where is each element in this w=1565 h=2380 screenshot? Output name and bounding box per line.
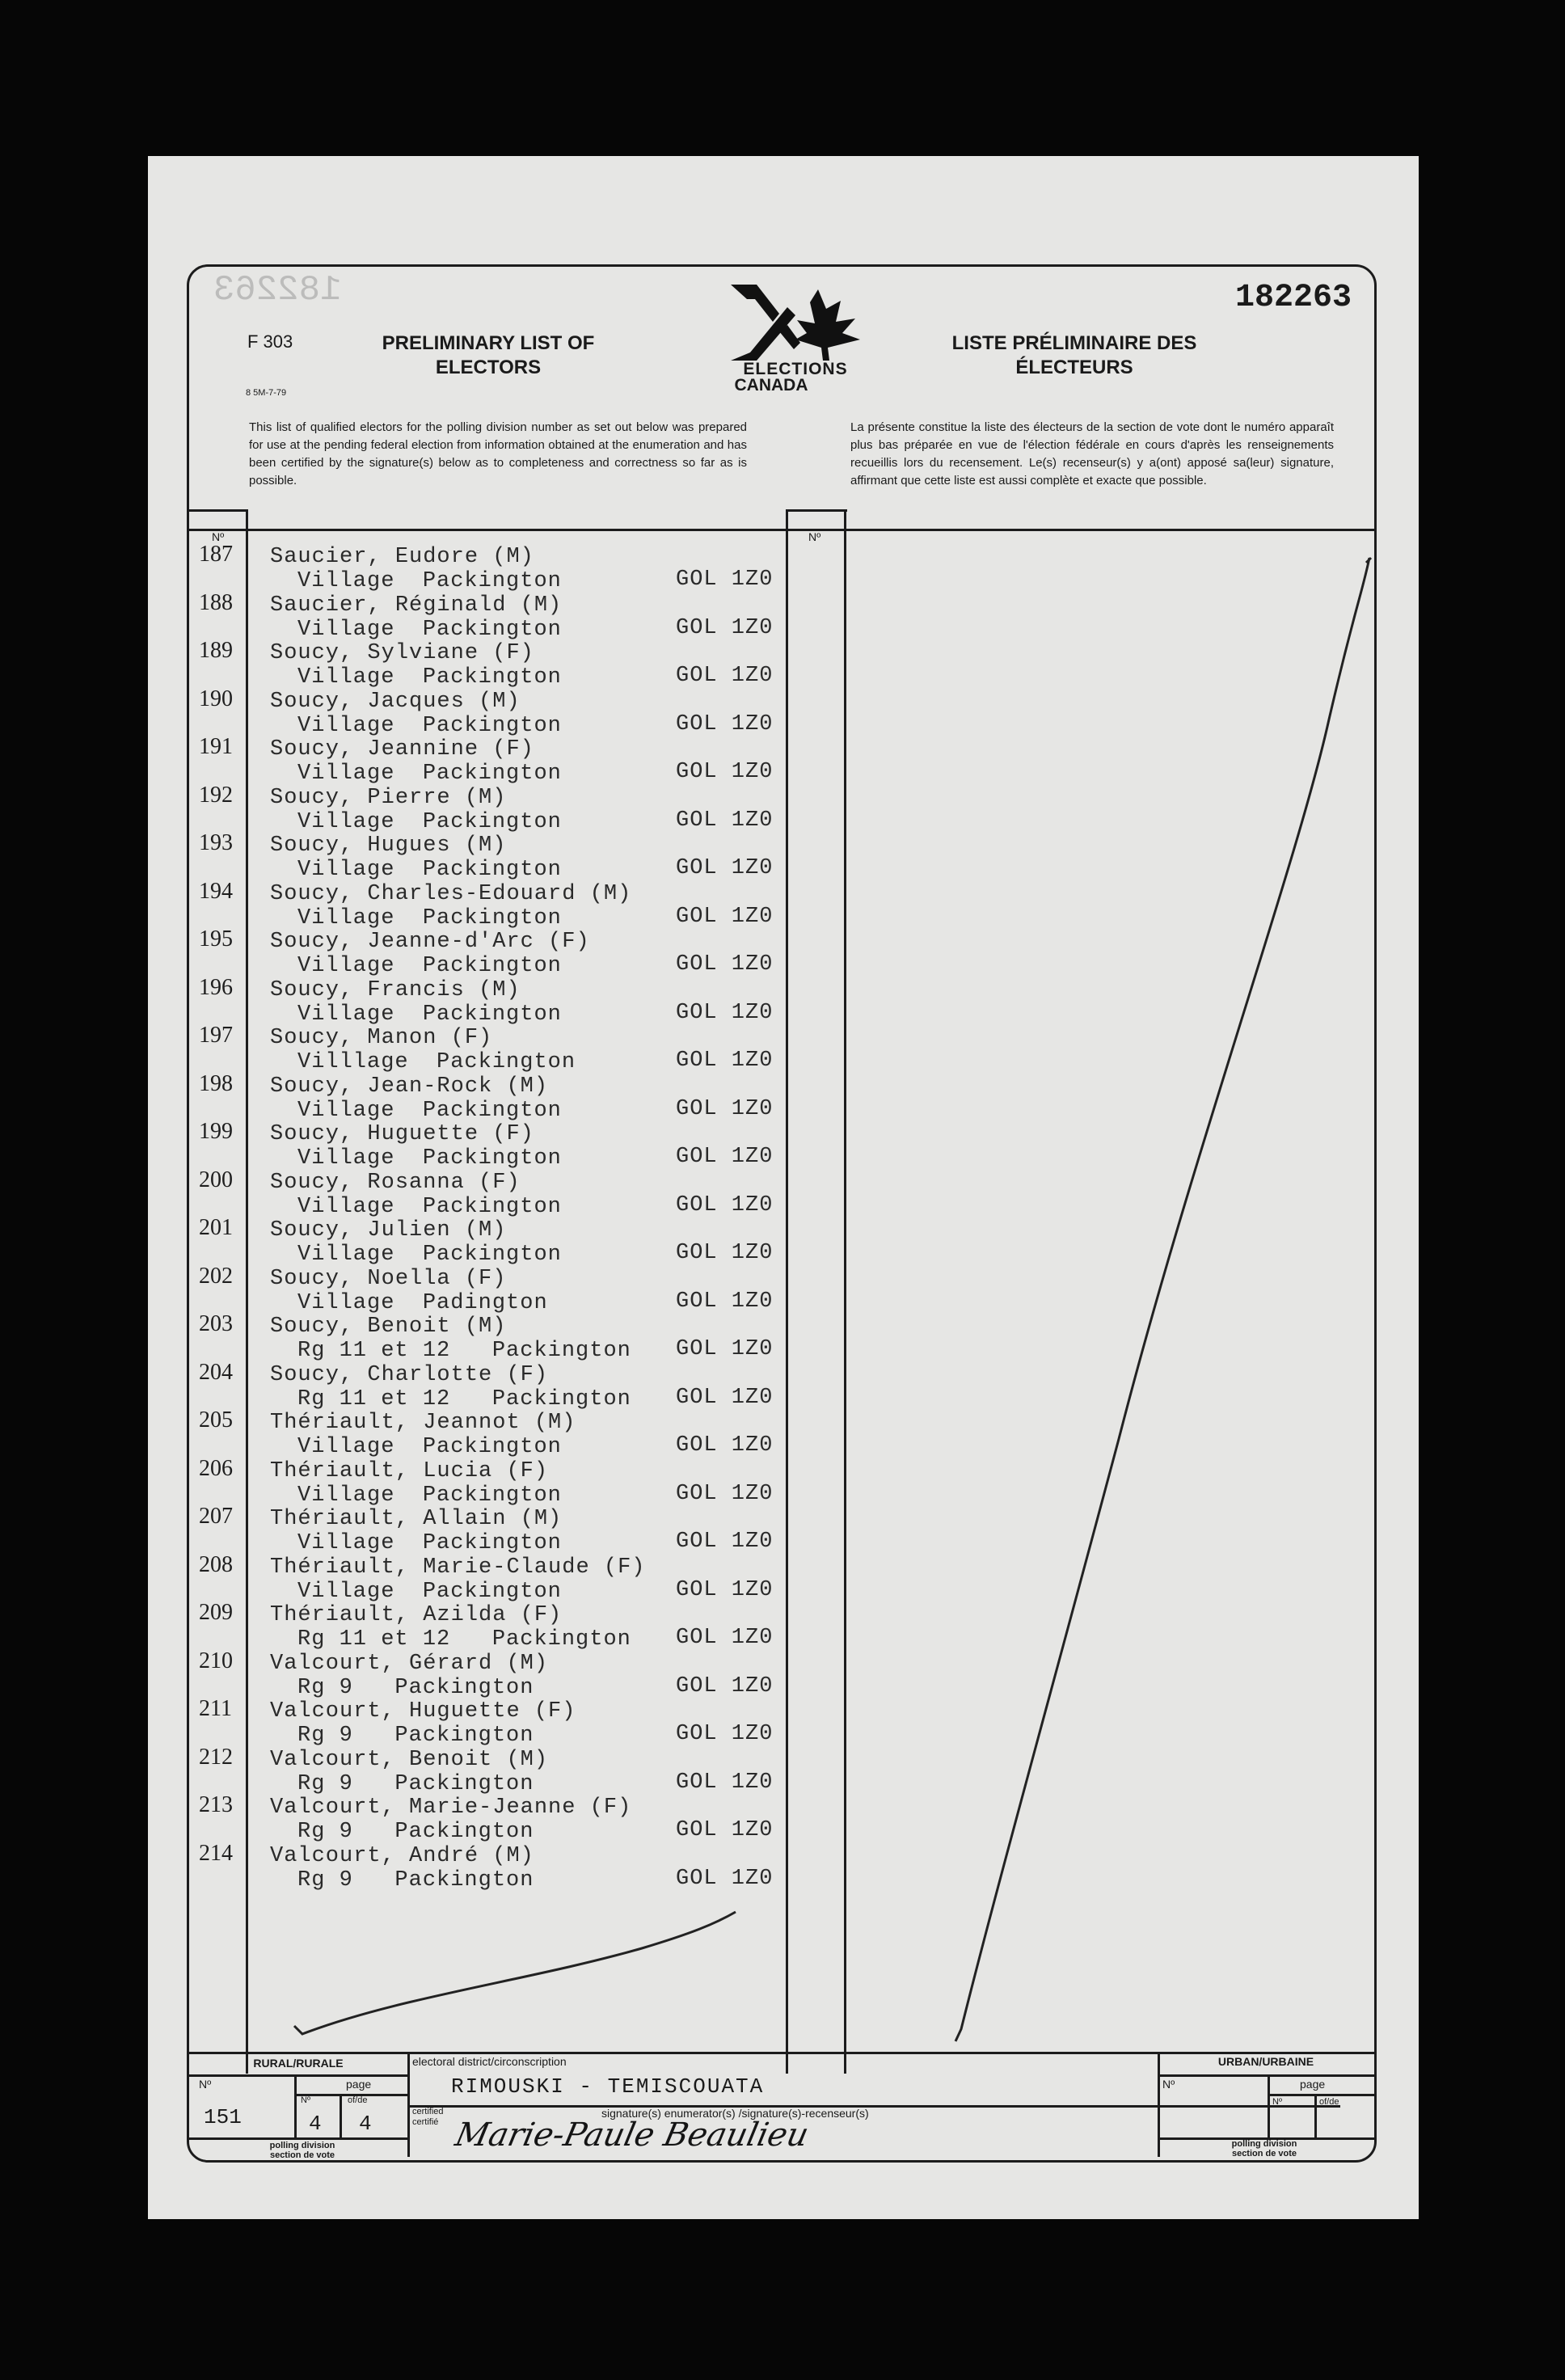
- enumerator-signature: Marie-Paule Beaulieu: [452, 2116, 812, 2154]
- entry-postal-code: GOL 1Z0: [676, 1000, 774, 1025]
- entry-name: Soucy, Noella (F): [270, 1266, 507, 1291]
- entry-address: Village Packington: [297, 809, 562, 834]
- entry-postal-code: GOL 1Z0: [676, 1289, 774, 1314]
- urban-label: URBAN/URBAINE: [1217, 2055, 1314, 2068]
- entry-number: 201: [199, 1215, 233, 1240]
- entry-name: Soucy, Sylviane (F): [270, 641, 534, 665]
- entry-postal-code: GOL 1Z0: [676, 615, 774, 640]
- entry-postal-code: GOL 1Z0: [676, 1385, 774, 1410]
- entry-number: 191: [199, 734, 233, 759]
- entry-address: Village Packington: [297, 954, 562, 978]
- entry-address: Village Packington: [297, 905, 562, 930]
- form-sheet: [148, 156, 1419, 2219]
- entry-postal-code: GOL 1Z0: [676, 1673, 774, 1698]
- entry-address: Rg 9 Packington: [297, 1675, 534, 1700]
- entry-postal-code: GOL 1Z0: [676, 1049, 774, 1073]
- page-of-label: of/de: [348, 2095, 368, 2105]
- entry-address: Village Packington: [297, 762, 562, 786]
- entry-number: 195: [199, 926, 233, 952]
- entry-name: Valcourt, Benoit (M): [270, 1747, 549, 1772]
- strike-line-tick: [1366, 558, 1371, 563]
- entry-name: Valcourt, Huguette (F): [270, 1699, 576, 1724]
- entry-number: 212: [199, 1744, 233, 1770]
- entry-number: 208: [199, 1551, 233, 1577]
- entry-number: 202: [199, 1263, 233, 1289]
- entry-postal-code: GOL 1Z0: [676, 1818, 774, 1842]
- entry-name: Soucy, Jean-Rock (M): [270, 1074, 549, 1099]
- urban-divider: [1158, 2074, 1374, 2077]
- district-label: electoral district/circonscription: [412, 2055, 567, 2068]
- page-total: 4: [359, 2112, 372, 2136]
- entry-postal-code: GOL 1Z0: [676, 1241, 774, 1265]
- district-divider: [407, 2105, 1340, 2108]
- entry-number: 203: [199, 1311, 233, 1336]
- entry-name: Thériault, Allain (M): [270, 1507, 563, 1531]
- entry-name: Soucy, Jeanne-d'Arc (F): [270, 930, 590, 954]
- intro-french: La présente constitue la liste des électeurs de la section de vote dont le numéro apparaît plus bas préparée en vue de l'élection fédérale en cours d'après les renseignements recueillis lors du recensement. Le(s) recenseur(s) y a(ont) apposé sa(leur) signature, affirmant que cette liste est aussi complète et exacte que possible.: [850, 420, 1334, 487]
- entry-address: Rg 9 Packington: [297, 1820, 534, 1844]
- entry-number: 207: [199, 1504, 233, 1529]
- entry-number: 189: [199, 638, 233, 663]
- entry-number: 190: [199, 686, 233, 711]
- entry-address: Village Packington: [297, 1435, 562, 1459]
- form-serial-number: 182263: [1234, 280, 1352, 316]
- entry-name: Soucy, Rosanna (F): [270, 1170, 521, 1195]
- entry-name: Thériault, Jeannot (M): [270, 1411, 576, 1435]
- entry-address: Rg 11 et 12 Packington: [297, 1339, 631, 1363]
- certified-label: certified certifié: [412, 2107, 444, 2127]
- column-number-label-right: Nº: [808, 530, 821, 543]
- entry-number: 210: [199, 1648, 233, 1673]
- entry-address: Village Packington: [297, 569, 562, 593]
- entry-address: Rg 9 Packington: [297, 1771, 534, 1796]
- polling-division-label: polling division section de vote: [269, 2141, 335, 2160]
- signature-label: signature(s) enumerator(s) /signature(s)-recenseur(s): [601, 2107, 869, 2120]
- entry-postal-code: GOL 1Z0: [676, 1337, 774, 1361]
- entry-postal-code: GOL 1Z0: [676, 1481, 774, 1506]
- rural-label: RURAL/RURALE: [253, 2057, 344, 2070]
- page-number: 4: [309, 2112, 322, 2136]
- title-english: PRELIMINARY LIST OF ELECTORS: [382, 332, 595, 378]
- entry-postal-code: GOL 1Z0: [676, 856, 774, 880]
- entry-address: Village Packington: [297, 1531, 562, 1555]
- entry-name: Soucy, Charles-Edouard (M): [270, 881, 632, 906]
- entry-postal-code: GOL 1Z0: [676, 952, 774, 977]
- entry-postal-code: GOL 1Z0: [676, 1096, 774, 1121]
- entry-address: Rg 9 Packington: [297, 1867, 534, 1893]
- entry-postal-code: GOL 1Z0: [676, 1866, 774, 1891]
- entry-number: 205: [199, 1407, 233, 1433]
- entry-number: 214: [199, 1840, 233, 1866]
- entry-postal-code: GOL 1Z0: [676, 1145, 774, 1169]
- entry-name: Soucy, Huguette (F): [270, 1122, 534, 1146]
- entry-postal-code: GOL 1Z0: [676, 1626, 774, 1650]
- entry-address: Village Packington: [297, 713, 562, 738]
- logo-text-elections: ELECTIONS: [743, 360, 848, 378]
- entry-postal-code: GOL 1Z0: [676, 1433, 774, 1458]
- bottom-strike-line: [294, 1912, 736, 2034]
- rural-no-label: Nº: [199, 2078, 212, 2091]
- entry-number: 209: [199, 1600, 233, 1625]
- entry-number: 200: [199, 1167, 233, 1192]
- entry-address: Village Packington: [297, 1098, 562, 1123]
- entry-name: Valcourt, Marie-Jeanne (F): [270, 1796, 632, 1820]
- entry-postal-code: GOL 1Z0: [676, 1577, 774, 1602]
- urban-page-of-label: of/de: [1319, 2097, 1339, 2107]
- urban-page-label: page: [1300, 2078, 1326, 2091]
- rural-page-label: page: [346, 2078, 372, 2091]
- intro-english: This list of qualified electors for the polling division number as set out below was prepared for use at the pending federal election from information obtained at the enumeration and has been certified by the signature(s) below as to completeness and correctness so far as is possible.: [249, 420, 747, 487]
- rural-vline-1: [294, 2074, 297, 2139]
- entry-address: Villlage Packington: [297, 1050, 576, 1074]
- column-number-label-left: Nº: [212, 530, 225, 543]
- entry-postal-code: GOL 1Z0: [676, 760, 774, 784]
- entry-name: Soucy, Francis (M): [270, 977, 521, 1002]
- rural-divider: [189, 2074, 407, 2077]
- entry-address: Village Packington: [297, 665, 562, 690]
- entry-name: Valcourt, André (M): [270, 1843, 534, 1868]
- entry-number: 206: [199, 1455, 233, 1481]
- entry-number: 194: [199, 878, 233, 904]
- entry-name: Soucy, Manon (F): [270, 1026, 493, 1050]
- rural-vline-2: [340, 2094, 342, 2139]
- entry-address: Rg 11 et 12 Packington: [297, 1386, 631, 1412]
- footer-top-divider: [189, 2052, 1374, 2054]
- urban-page-no-label: Nº: [1272, 2097, 1282, 2107]
- entry-number: 187: [199, 542, 233, 567]
- entry-postal-code: GOL 1Z0: [676, 568, 774, 592]
- entry-number: 213: [199, 1792, 233, 1817]
- entry-postal-code: GOL 1Z0: [676, 1770, 774, 1795]
- entry-address: Rg 9 Packington: [297, 1724, 534, 1748]
- entry-address: Village Padington: [297, 1290, 548, 1315]
- entry-name: Soucy, Jeannine (F): [270, 737, 534, 762]
- entry-name: Soucy, Julien (M): [270, 1218, 507, 1243]
- entry-number: 211: [199, 1696, 232, 1721]
- entry-name: Saucier, Réginald (M): [270, 593, 563, 618]
- entry-postal-code: GOL 1Z0: [676, 1192, 774, 1217]
- entry-name: Soucy, Pierre (M): [270, 785, 507, 810]
- entry-postal-code: GOL 1Z0: [676, 664, 774, 688]
- entry-name: Valcourt, Gérard (M): [270, 1651, 549, 1676]
- entry-postal-code: GOL 1Z0: [676, 808, 774, 833]
- print-code: 8 5M-7-79: [246, 388, 287, 398]
- form-code: F 303: [247, 331, 293, 352]
- rural-bottom-divider: [189, 2137, 407, 2140]
- entry-number: 192: [199, 782, 233, 808]
- urban-vline-1: [1268, 2074, 1270, 2139]
- entry-postal-code: GOL 1Z0: [676, 1530, 774, 1554]
- footer-vline-left: [407, 2052, 410, 2157]
- entry-name: Thériault, Azilda (F): [270, 1603, 563, 1627]
- entry-address: Village Packington: [297, 1243, 562, 1267]
- entry-name: Saucier, Eudore (M): [270, 545, 534, 569]
- urban-vline-2: [1314, 2094, 1317, 2139]
- urban-no-label: Nº: [1162, 2078, 1175, 2091]
- entry-address: Village Packington: [297, 1194, 562, 1219]
- logo-text-canada: CANADA: [734, 376, 808, 395]
- entry-address: Village Packington: [297, 1146, 562, 1171]
- page-no-label: Nº: [301, 2095, 310, 2105]
- serial-ghost: 182263: [213, 270, 342, 310]
- polling-division-number: 151: [204, 2105, 242, 2129]
- urban-page-divider: [1268, 2094, 1374, 2096]
- entry-postal-code: GOL 1Z0: [676, 904, 774, 929]
- entry-address: Village Packington: [297, 1483, 562, 1508]
- entry-postal-code: GOL 1Z0: [676, 711, 774, 736]
- entry-number: 197: [199, 1023, 233, 1048]
- entry-name: Soucy, Charlotte (F): [270, 1362, 549, 1387]
- entry-name: Soucy, Jacques (M): [270, 689, 521, 714]
- entry-number: 193: [199, 830, 233, 855]
- entry-address: Village Packington: [297, 858, 562, 882]
- entry-postal-code: GOL 1Z0: [676, 1722, 774, 1746]
- form-frame: [187, 264, 1377, 2163]
- entry-number: 204: [199, 1359, 233, 1385]
- strike-lines: [189, 267, 1374, 2158]
- title-french: LISTE PRÉLIMINAIRE DES ÉLECTEURS: [951, 332, 1197, 378]
- entry-address: Village Packington: [297, 617, 562, 642]
- entry-name: Soucy, Hugues (M): [270, 833, 507, 858]
- entry-name: Thériault, Marie-Claude (F): [270, 1555, 646, 1580]
- electoral-district: RIMOUSKI - TEMISCOUATA: [451, 2074, 765, 2099]
- urban-polling-division-label: polling division section de vote: [1231, 2139, 1297, 2158]
- entry-address: Village Packington: [297, 1002, 562, 1027]
- entry-number: 188: [199, 589, 233, 615]
- entry-number: 199: [199, 1119, 233, 1144]
- entry-number: 196: [199, 974, 233, 1000]
- entry-name: Soucy, Benoit (M): [270, 1314, 507, 1339]
- entry-name: Thériault, Lucia (F): [270, 1458, 549, 1483]
- entry-address: Rg 11 et 12 Packington: [297, 1627, 631, 1652]
- entry-address: Village Packington: [297, 1579, 562, 1604]
- right-column-strike-line: [955, 558, 1369, 2041]
- entry-number: 198: [199, 1070, 233, 1096]
